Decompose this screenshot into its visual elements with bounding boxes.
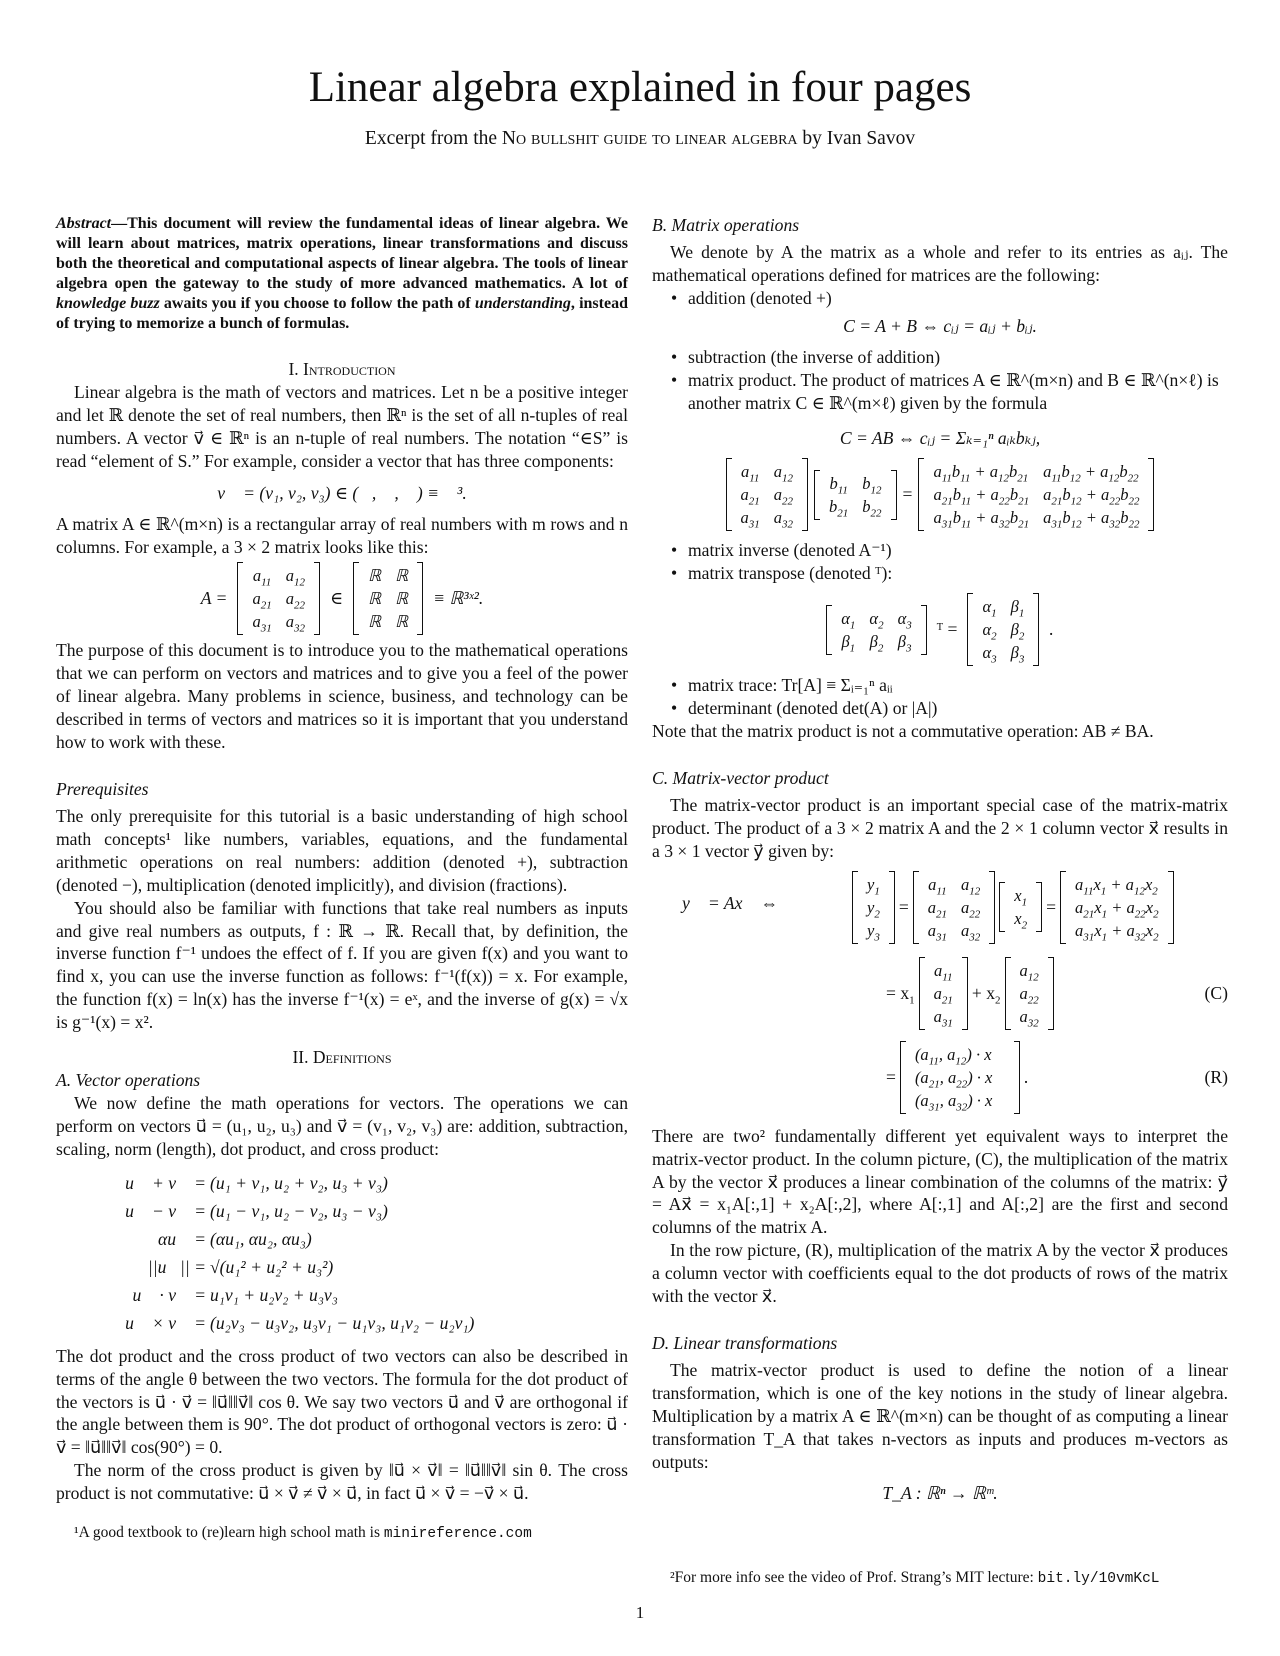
matrix-alpha-beta-transposed: $\alpha_1$ $\beta_1$ $\alpha_2$ $\beta_2$ $\alpha_3$ $\beta_3$ [967,593,1039,666]
list-item: • matrix product. The product of matrices A ∈ ℝ^(m×n) and B ∈ ℝ^(n×ℓ) is another matrix C ∈ ℝ^(m×ℓ) given by the formula [688,369,1228,415]
transpose-example: $\alpha_1$ $\alpha_2$ $\alpha_3$ $\beta_1$ $\beta_2$ $\beta_3$ ᵀ = $\alpha_1$ $\beta_1$ $\alpha_2$ $\beta_2$ $\alpha_3$ $\beta_3$ . [652,593,1228,666]
abstract: Abstract—This document will review the fundamental ideas of linear algebra. We will learn about matrices, matrix operations, linear transformations and discuss both the theoretical and computational aspects of linear algebra. The tools of linear algebra open the gateway to the study of more advanced mathematics. A lot of knowledge buzz awaits you if you choose to follow the path of understanding, instead of trying to memorize a bunch of formulas. [56,215,628,332]
column-2: $a_{12}$ $a_{22}$ $a_{32}$ [1005,957,1054,1030]
label-column-picture: (C) [1204,982,1228,1003]
matrix-alpha-beta: $\alpha_1$ $\alpha_2$ $\alpha_3$ $\beta_1$ $\beta_2$ $\beta_3$ [826,605,927,655]
footnote-1-link[interactable]: minireference.com [383,1526,532,1543]
vector-op-row: u⃗ − v⃗ = (u₁ − v₁, u₂ − v₂, u₃ − v₃) [125,1200,388,1221]
row-picture-paragraph: In the row picture, (R), multiplication of the matrix A by the vector x⃗ produces a column vector with coefficients equal to the dot products of rows of the matrix with the vector x⃗. [652,1240,1228,1307]
list-item: • matrix transpose (denoted ᵀ): [688,562,1228,585]
matrix-a: $a_{11}$ $a_{12}$ $a_{21}$ $a_{22}$ $a_{31}$ $a_{32}$ [237,562,320,635]
vector-operations-heading: A. Vector operations [56,1070,201,1091]
list-item: • addition (denoted +) [688,287,1228,310]
list-item: • determinant (denoted det(A) or |A|) [688,697,1228,720]
matrix-a-3x2: $a_{11}$ $a_{12}$ $a_{21}$ $a_{22}$ $a_{31}$ $a_{32}$ [726,458,809,531]
matrix-example-equation: A = $a_{11}$ $a_{12}$ $a_{21}$ $a_{22}$ $a_{31}$ $a_{32}$ ∈ ℝ ℝ ℝ ℝ ℝ ℝ ≡ ℝ³ˣ². [56,562,628,635]
prereq-paragraph-2: You should also be familiar with functions that take real numbers as inputs and give real numbers as outputs, f : ℝ → ℝ. Recall that, by definition, the inverse function f⁻¹ undoes the effect of f. If you are given f(x) and you want to find x, you can use the inverse function as follows: f⁻¹(f(x)) = x. For example, the function f(x) = ln(x) has the inverse f⁻¹(x) = eˣ, and the inverse of g(x) = √x is g⁻¹(x) = x². [56,897,628,1033]
list-item: • subtraction (the inverse of addition) [688,346,1228,369]
interpretation-paragraph: There are two² fundamentally different yet equivalent ways to interpret the matrix-vector product. In the column picture, (C), the multiplication of the matrix A by the vector x⃗ produces a linear combination of the columns of the matrix: y⃗ = Ax⃗ = x₁A[:,1] + x₂A[:,2], where A[:,1] and A[:,2] are the first and second columns of the matrix A. [652,1125,1228,1238]
vector-op-row: u⃗ × v⃗ = (u₂v₃ − u₃v₂, u₃v₁ − u₁v₃, u₁v₂ − u₂v₁) [125,1312,475,1333]
matrix-ops-paragraph: We denote by A the matrix as a whole and refer to its entries as aᵢⱼ. The mathematical operations defined for matrices are the following: [652,242,1228,285]
left-column [56,214,628,1544]
mv-row-1: $y_1$ $y_2$ $y_3$ = $a_{11}$ $a_{12}$ $a_{21}$ $a_{22}$ $a_{31}$ $a_{32}$ $x_1$ $x_2$ = $a_{11}x_1 + a_{12}x_2$ $a_{21}x_1 + a_{22}x_2$ $a_{31}x_1 + a_{32}x_2$ [852,871,1174,944]
matrix-a-mv: $a_{11}$ $a_{12}$ $a_{21}$ $a_{22}$ $a_{31}$ $a_{32}$ [913,871,996,944]
commutative-note: Note that the matrix product is not a commutative operation: AB ≠ BA. [652,721,1154,742]
mv-row-column-picture: = $x_1$ $a_{11}$ $a_{21}$ $a_{31}$ + $x_2$ $a_{12}$ $a_{22}$ $a_{32}$ [886,957,1054,1030]
section-introduction-heading: I. Introduction [288,359,396,379]
vector-y: $y_1$ $y_2$ $y_3$ [852,871,895,944]
matrix-ab-result: $a_{11}b_{11} + a_{12}b_{21}$ $a_{11}b_{12} + a_{12}b_{22}$ $a_{21}b_{11} + a_{22}b_{21}$ $a_{21}b_{12} + a_{22}b_{22}$ $a_{31}b_{11} + a_{32}b_{21}$ $a_{31}b_{12} + a_{32}b_{22}$ [918,458,1154,531]
matrix-vector-heading: C. Matrix-vector product [652,767,829,788]
mv-result: $a_{11}x_1 + a_{12}x_2$ $a_{21}x_1 + a_{22}x_2$ $a_{31}x_1 + a_{32}x_2$ [1060,871,1174,944]
column-1: $a_{11}$ $a_{21}$ $a_{31}$ [919,957,968,1030]
prerequisites-heading: Prerequisites [56,778,149,799]
matrix-b-2x2: $b_{11}$ $b_{12}$ $b_{21}$ $b_{22}$ [814,470,897,520]
matrix-operations-heading: B. Matrix operations [652,215,800,235]
list-item: • matrix inverse (denoted A⁻¹) [688,539,1228,562]
prereq-paragraph-1: The only prerequisite for this tutorial is a basic understanding of high school math concepts¹ like numbers, variables, equations, and the fundamental arithmetic operations on real numbers: addition (denoted +), subtraction (denoted −), multiplication (denoted implicitly), and division (fractions). [56,805,628,895]
vector-x: $x_1$ $x_2$ [999,882,1042,932]
vector-equation: v⃗ = (v₁, v₂, v₃) ∈ (ℝ, ℝ, ℝ) ≡ ℝ³. [217,482,467,503]
list-item: • matrix trace: Tr[A] ≡ Σᵢ₌₁ⁿ aᵢᵢ [688,674,1228,697]
product-equation: C = AB ⇔ cᵢⱼ = Σₖ₌₁ⁿ aᵢₖbₖⱼ, [839,428,1041,449]
intro-paragraph-2: A matrix A ∈ ℝ^(m×n) is a rectangular array of real numbers with m rows and n columns. For example, a 3 × 2 matrix looks like this: [56,513,628,557]
vector-ops-paragraph: We now define the math operations for vectors. The operations we can perform on vectors u⃗ = (u₁, u₂, u₃) and v⃗ = (v₁, v₂, v₃) are: addition, subtraction, scaling, norm (length), dot product, and cross product: [56,1093,628,1159]
matrix-ops-list-3 [652,539,1228,585]
matrix-vector-equation [652,871,1228,1121]
matrix-product-example: $a_{11}$ $a_{12}$ $a_{21}$ $a_{22}$ $a_{31}$ $a_{32}$ $b_{11}$ $b_{12}$ $b_{21}$ $b_{22}$ = $a_{11}b_{11} + a_{12}b_{21}$ $a_{11}b_{12} + a_{12}b_{22}$ $a_{21}b_{11} + a_{22}b_{21}$ $a_{21}b_{12} + a_{22}b_{22}$ $a_{31}b_{11} + a_{32}b_{21}$ $a_{31}b_{12} + a_{32}b_{22}$ [652,458,1228,531]
section-definitions-heading: II. Definitions [292,1047,392,1068]
matrix-r: ℝ ℝ ℝ ℝ ℝ ℝ [353,562,423,635]
vector-op-row: u⃗ · v⃗ = u₁v₁ + u₂v₂ + u₃v₃ [132,1284,338,1305]
matrix-ops-list [652,287,1228,310]
page-number: 1 [635,1603,645,1622]
row-dot-products: ($a_{11}$, $a_{12}$) · x⃗ ($a_{21}$, $a_{22}$) · x⃗ ($a_{31}$, $a_{32}$) · x⃗ [900,1041,1020,1114]
matrix-ops-list-4 [652,674,1228,720]
intro-paragraph-3: The purpose of this document is to introduce you to the mathematical operations that we can perform on vectors and matrices and to give you a feel of the power of linear algebra. Many problems in science, business, and technology can be described in terms of vectors and matrices so it is important that you understand how to work with these. [56,640,628,753]
linear-transformations-heading: D. Linear transformations [652,1332,838,1353]
footnote-1: ¹A good textbook to (re)learn high school math is minireference.com [74,1524,532,1543]
footnote-2-link[interactable]: bit.ly/10vmKcL [1037,1571,1160,1587]
paper-title: Linear algebra explained in four pages [308,64,972,111]
vector-op-row: ||u⃗|| = √(u₁² + u₂² + u₃²) [147,1256,334,1277]
mv-row-row-picture: = ($a_{11}$, $a_{12}$) · x⃗ ($a_{21}$, $a_{22}$) · x⃗ ($a_{31}$, $a_{32}$) · x⃗ . [886,1041,1029,1114]
footnote-2: ²For more info see the video of Prof. Strang’s MIT lecture: bit.ly/10vmKcL [670,1569,1160,1587]
vector-op-row: αu⃗ = (αu₁, αu₂, αu₃) [158,1228,312,1249]
dot-product-paragraph: The dot product and the cross product of two vectors can also be described in terms of the angle θ between the two vectors. The formula for the dot product of the vectors is u⃗ · v⃗ = ‖u⃗‖‖v⃗‖ cos θ. We say two vectors u⃗ and v⃗ are orthogonal if the angle between them is 90°. The dot product of orthogonal vectors is zero: u⃗ · v⃗ = ‖u⃗‖‖v⃗‖ cos(90°) = 0. [56,1345,628,1458]
linear-transformations-paragraph: The matrix-vector product is used to define the notion of a linear transformation, which is one of the key notions in the study of linear algebra. Multiplication by a matrix A ∈ ℝ^(m×n) can be thought of as computing a linear transformation T_A that takes n-vectors as inputs and produces m-vectors as outputs: [652,1359,1228,1472]
mv-lhs: y⃗ = Ax⃗ ⇔ [682,892,779,913]
vector-op-row: u⃗ + v⃗ = (u₁ + v₁, u₂ + v₂, u₃ + v₃) [125,1172,388,1193]
paper-subtitle: Excerpt from the No bullshit guide to linear algebra by Ivan Savov [364,128,916,149]
cross-product-paragraph: The norm of the cross product is given by ‖u⃗ × v⃗‖ = ‖u⃗‖‖v⃗‖ sin θ. The cross product is not commutative: u⃗ × v⃗ ≠ v⃗ × u⃗, in fact u⃗ × v⃗ = −v⃗ × u⃗. [56,1460,628,1504]
addition-equation: C = A + B ⇔ cᵢⱼ = aᵢⱼ + bᵢⱼ. [843,315,1037,336]
transformation-equation: T_A : ℝⁿ → ℝᵐ. [882,1483,998,1504]
matrix-ops-list-2 [652,346,1228,415]
vector-operations-list [56,1169,628,1337]
matrix-vector-paragraph: The matrix-vector product is an important special case of the matrix-matrix product. The product of a 3 × 2 matrix A and the 2 × 1 column vector x⃗ results in a 3 × 1 vector y⃗ given by: [652,794,1228,861]
label-row-picture: (R) [1204,1066,1228,1087]
book-title: No bullshit guide to linear algebra [501,128,798,149]
intro-paragraph-1: Linear algebra is the math of vectors and matrices. Let n be a positive integer and let ℝ denote the set of real numbers, then ℝⁿ is the set of all n-tuples of real numbers. A vector v⃗ ∈ ℝⁿ is an n-tuple of real numbers. The notation “∈S” is read “element of S.” For example, consider a vector that has three components: [56,382,628,471]
right-column [652,214,1228,1505]
